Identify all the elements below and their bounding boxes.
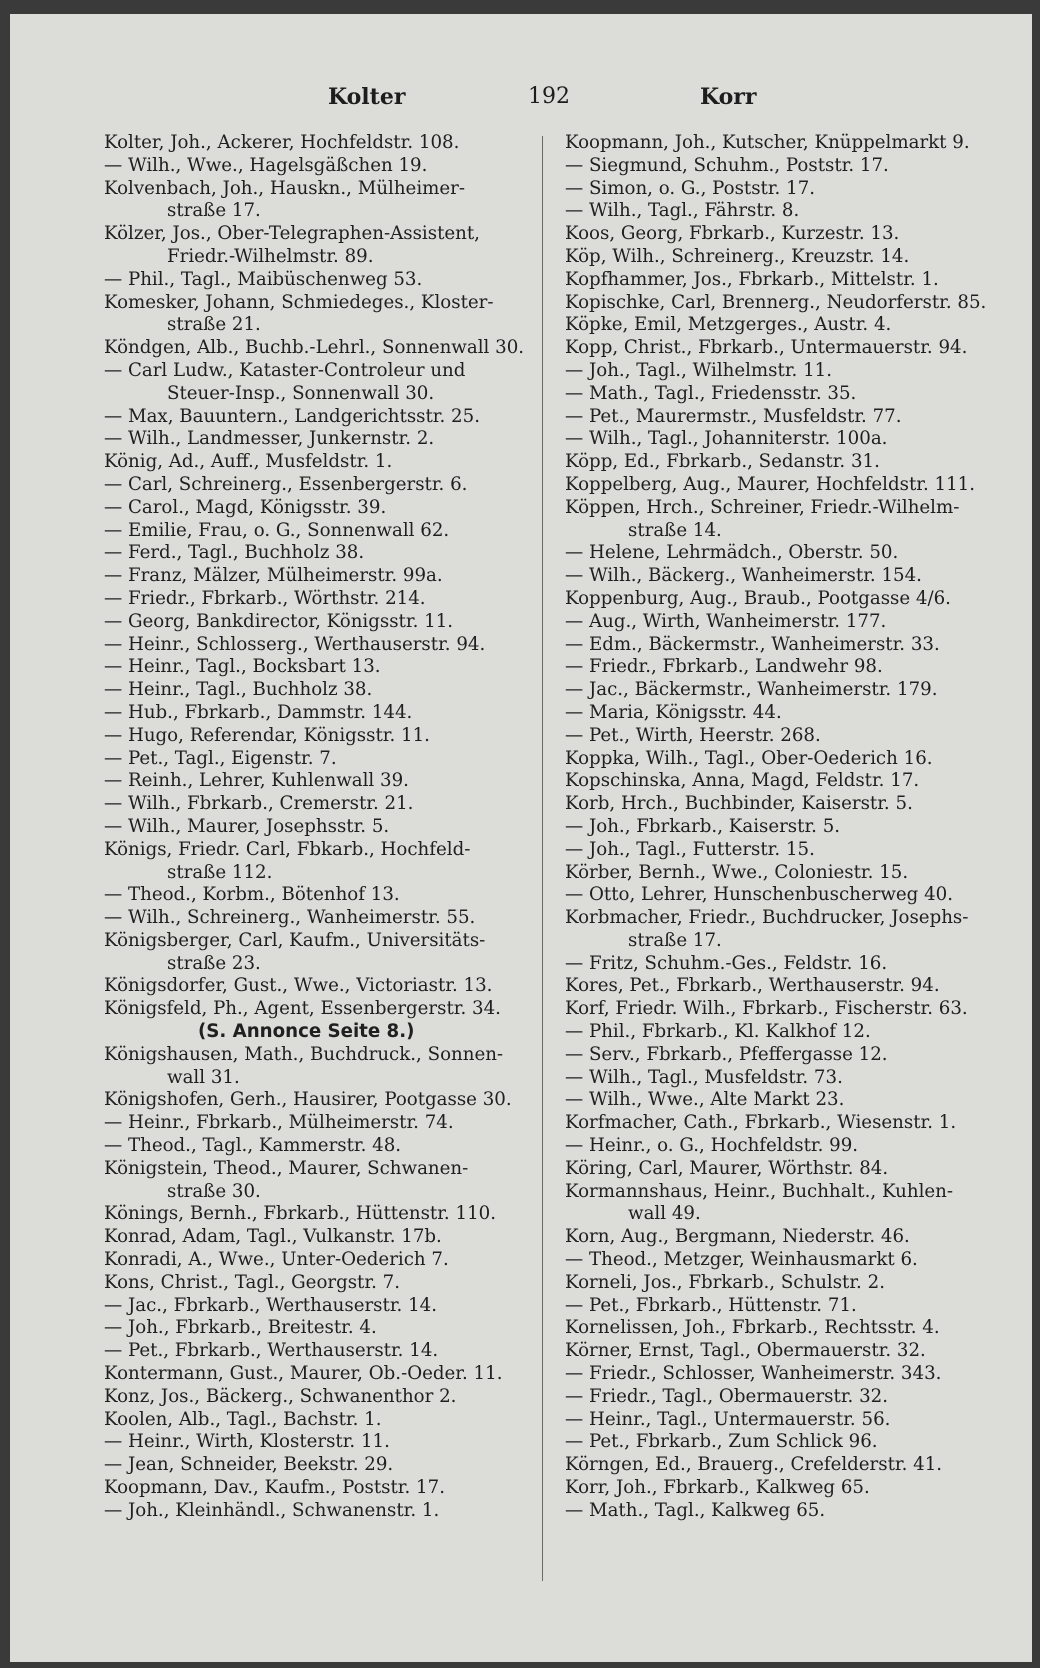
directory-entry: Königshausen, Math., Buchdruck., Sonnen- xyxy=(104,1043,504,1065)
directory-entry: Könings, Bernh., Fbrkarb., Hüttenstr. 110. xyxy=(104,1203,496,1225)
directory-entry: straße 14. xyxy=(628,519,722,541)
directory-entry: Koopmann, Dav., Kaufm., Poststr. 17. xyxy=(104,1477,445,1499)
directory-entry: — Wilh., Wwe., Alte Markt 23. xyxy=(565,1089,845,1111)
directory-entry: — Siegmund, Schuhm., Poststr. 17. xyxy=(565,154,889,176)
directory-entry: Kopfhammer, Jos., Fbrkarb., Mittelstr. 1. xyxy=(565,268,939,290)
directory-entry: straße 112. xyxy=(167,861,273,883)
directory-entry: Königs, Friedr. Carl, Fbkarb., Hochfeld- xyxy=(104,838,471,860)
directory-entry: — Jac., Fbrkarb., Werthauserstr. 14. xyxy=(104,1294,437,1316)
directory-entry: Korf, Friedr. Wilh., Fbrkarb., Fischerstr. 63. xyxy=(565,998,968,1020)
directory-entry: — Joh., Fbrkarb., Breitestr. 4. xyxy=(104,1317,377,1339)
directory-entry: Korneli, Jos., Fbrkarb., Schulstr. 2. xyxy=(565,1271,885,1293)
column-divider xyxy=(542,136,543,1581)
directory-entry: — Wilh., Landmesser, Junkernstr. 2. xyxy=(104,428,435,450)
directory-entry: Königstein, Theod., Maurer, Schwanen- xyxy=(104,1157,469,1179)
directory-entry: Korn, Aug., Bergmann, Niederstr. 46. xyxy=(565,1226,910,1248)
directory-entry: — Wilh., Bäckerg., Wanheimerstr. 154. xyxy=(565,565,922,587)
directory-entry: Konz, Jos., Bäckerg., Schwanenthor 2. xyxy=(104,1385,457,1407)
directory-entry: Köpp, Ed., Fbrkarb., Sedanstr. 31. xyxy=(565,451,880,473)
directory-entry: — Math., Tagl., Kalkweg 65. xyxy=(565,1499,826,1521)
left-column xyxy=(104,132,544,1523)
directory-entry: Kopischke, Carl, Brennerg., Neudorferstr. 85. xyxy=(565,291,987,313)
directory-entry: — Friedr., Schlosser, Wanheimerstr. 343. xyxy=(565,1363,942,1385)
directory-entry: — Hub., Fbrkarb., Dammstr. 144. xyxy=(104,701,413,723)
directory-entry: Kolvenbach, Joh., Hauskn., Mülheimer- xyxy=(104,177,465,199)
directory-entry: — Heinr., o. G., Hochfeldstr. 99. xyxy=(565,1135,859,1157)
directory-entry: — Otto, Lehrer, Hunschenbuscherweg 40. xyxy=(565,884,954,906)
directory-entry: wall 49. xyxy=(628,1203,701,1225)
annonce-note: (S. Annonce Seite 8.) xyxy=(198,1021,415,1043)
directory-entry: — Theod., Metzger, Weinhausmarkt 6. xyxy=(565,1249,918,1271)
directory-entry: — Carl, Schreinerg., Essenbergerstr. 6. xyxy=(104,473,468,495)
page-number: 192 xyxy=(528,84,570,109)
directory-entry: — Friedr., Fbrkarb., Wörthstr. 214. xyxy=(104,587,426,609)
directory-entry: Koopmann, Joh., Kutscher, Knüppelmarkt 9. xyxy=(565,132,970,153)
directory-entry: Kopp, Christ., Fbrkarb., Untermauerstr. 94. xyxy=(565,337,968,359)
directory-entry: Königshofen, Gerh., Hausirer, Pootgasse 30. xyxy=(104,1089,512,1111)
directory-entry: Korbmacher, Friedr., Buchdrucker, Josephs- xyxy=(565,907,969,929)
directory-entry: Korr, Joh., Fbrkarb., Kalkweg 65. xyxy=(565,1477,870,1499)
directory-entry: — Heinr., Tagl., Buchholz 38. xyxy=(104,679,373,701)
directory-entry: Koppenburg, Aug., Braub., Pootgasse 4/6. xyxy=(565,587,951,609)
directory-entry: Kormannshaus, Heinr., Buchhalt., Kuhlen- xyxy=(565,1180,954,1202)
directory-entry: König, Ad., Auff., Musfeldstr. 1. xyxy=(104,451,393,473)
directory-entry: — Pet., Fbrkarb., Zum Schlick 96. xyxy=(565,1431,878,1453)
directory-entry: — Reinh., Lehrer, Kuhlenwall 39. xyxy=(104,770,409,792)
directory-entry: Kontermann, Gust., Maurer, Ob.-Oeder. 11. xyxy=(104,1363,503,1385)
directory-entry: — Heinr., Wirth, Klosterstr. 11. xyxy=(104,1431,390,1453)
directory-entry: — Jean, Schneider, Beekstr. 29. xyxy=(104,1454,394,1476)
directory-entry: Köndgen, Alb., Buchb.-Lehrl., Sonnenwall 30. xyxy=(104,337,525,359)
directory-entry: — Wilh., Tagl., Johanniterstr. 100a. xyxy=(565,428,888,450)
directory-entry: — Joh., Kleinhändl., Schwanenstr. 1. xyxy=(104,1499,440,1521)
directory-entry: — Carol., Magd, Königsstr. 39. xyxy=(104,496,387,518)
directory-entry: — Phil., Fbrkarb., Kl. Kalkhof 12. xyxy=(565,1021,871,1043)
directory-entry: — Heinr., Tagl., Bocksbart 13. xyxy=(104,656,381,678)
directory-entry: Körner, Ernst, Tagl., Obermauerstr. 32. xyxy=(565,1340,926,1362)
directory-entry: — Phil., Tagl., Maibüschenweg 53. xyxy=(104,268,423,290)
directory-entry: Korfmacher, Cath., Fbrkarb., Wiesenstr. 1. xyxy=(565,1112,957,1134)
directory-entry: Köppen, Hrch., Schreiner, Friedr.-Wilhelm- xyxy=(565,496,960,518)
directory-entry: Kopschinska, Anna, Magd, Feldstr. 17. xyxy=(565,770,920,792)
directory-entry: straße 23. xyxy=(167,952,261,974)
directory-entry: Königsfeld, Ph., Agent, Essenbergerstr. 34. xyxy=(104,998,501,1020)
directory-entry: straße 17. xyxy=(628,929,722,951)
directory-entry: Kons, Christ., Tagl., Georgstr. 7. xyxy=(104,1271,400,1293)
directory-entry: — Wilh., Wwe., Hagelsgäßchen 19. xyxy=(104,154,428,176)
directory-entry: — Ferd., Tagl., Buchholz 38. xyxy=(104,542,365,564)
directory-entry: Koos, Georg, Fbrkarb., Kurzestr. 13. xyxy=(565,223,900,245)
directory-entry: Köpke, Emil, Metzgerges., Austr. 4. xyxy=(565,314,892,336)
directory-entry: straße 30. xyxy=(167,1180,261,1202)
directory-entry: — Hugo, Referendar, Königsstr. 11. xyxy=(104,724,430,746)
directory-entry: — Pet., Tagl., Eigenstr. 7. xyxy=(104,747,337,769)
directory-entry: wall 31. xyxy=(167,1066,240,1088)
header-right-keyword: Korr xyxy=(700,84,757,110)
directory-entry: straße 17. xyxy=(167,200,261,222)
directory-entry: Kölzer, Jos., Ober-Telegraphen-Assistent, xyxy=(104,223,480,245)
directory-entry: Steuer-Insp., Sonnenwall 30. xyxy=(167,382,435,404)
directory-entry: — Jac., Bäckermstr., Wanheimerstr. 179. xyxy=(565,679,938,701)
directory-entry: — Math., Tagl., Friedensstr. 35. xyxy=(565,382,857,404)
directory-entry: Königsberger, Carl, Kaufm., Universitäts- xyxy=(104,929,486,951)
directory-entry: — Wilh., Schreinerg., Wanheimerstr. 55. xyxy=(104,907,476,929)
running-header xyxy=(10,84,1032,124)
directory-entry: — Wilh., Tagl., Fährstr. 8. xyxy=(565,200,800,222)
directory-entry: Kores, Pet., Fbrkarb., Werthauserstr. 94. xyxy=(565,975,940,997)
directory-entry: Köring, Carl, Maurer, Wörthstr. 84. xyxy=(565,1157,889,1179)
directory-page xyxy=(10,14,1032,1662)
directory-entry: — Pet., Fbrkarb., Werthauserstr. 14. xyxy=(104,1340,439,1362)
directory-entry: Kornelissen, Joh., Fbrkarb., Rechtsstr. 4. xyxy=(565,1317,940,1339)
directory-entry: — Heinr., Schlosserg., Werthauserstr. 94. xyxy=(104,633,486,655)
directory-entry: — Georg, Bankdirector, Königsstr. 11. xyxy=(104,610,454,632)
directory-entry: Körber, Bernh., Wwe., Coloniestr. 15. xyxy=(565,861,909,883)
directory-entry: Körngen, Ed., Brauerg., Crefelderstr. 41. xyxy=(565,1454,943,1476)
directory-entry: — Serv., Fbrkarb., Pfeffergasse 12. xyxy=(565,1043,888,1065)
directory-entry: — Max, Bauuntern., Landgerichtsstr. 25. xyxy=(104,405,480,427)
directory-entry: Korb, Hrch., Buchbinder, Kaiserstr. 5. xyxy=(565,793,913,815)
directory-entry: Koolen, Alb., Tagl., Bachstr. 1. xyxy=(104,1408,382,1430)
right-column xyxy=(565,132,1015,1523)
directory-entry: Konradi, A., Wwe., Unter-Oederich 7. xyxy=(104,1249,449,1271)
directory-entry: — Friedr., Fbrkarb., Landwehr 98. xyxy=(565,656,883,678)
directory-entry: — Fritz, Schuhm.-Ges., Feldstr. 16. xyxy=(565,952,888,974)
directory-entry: — Carl Ludw., Kataster-Controleur und xyxy=(104,359,466,381)
header-left-keyword: Kolter xyxy=(328,84,406,110)
directory-entry: — Helene, Lehrmädch., Oberstr. 50. xyxy=(565,542,899,564)
directory-entry: — Theod., Tagl., Kammerstr. 48. xyxy=(104,1135,402,1157)
directory-entry: — Edm., Bäckermstr., Wanheimerstr. 33. xyxy=(565,633,940,655)
directory-entry: Koppka, Wilh., Tagl., Ober-Oederich 16. xyxy=(565,747,933,769)
directory-entry: Koppelberg, Aug., Maurer, Hochfeldstr. 111. xyxy=(565,473,976,495)
directory-entry: — Heinr., Tagl., Untermauerstr. 56. xyxy=(565,1408,891,1430)
directory-entry: straße 21. xyxy=(167,314,261,336)
directory-entry: — Wilh., Tagl., Musfeldstr. 73. xyxy=(565,1066,843,1088)
directory-entry: — Franz, Mälzer, Mülheimerstr. 99a. xyxy=(104,565,443,587)
directory-entry: — Simon, o. G., Poststr. 17. xyxy=(565,177,816,199)
directory-entry: — Heinr., Fbrkarb., Mülheimerstr. 74. xyxy=(104,1112,454,1134)
directory-entry: — Theod., Korbm., Bötenhof 13. xyxy=(104,884,400,906)
directory-entry: — Maria, Königsstr. 44. xyxy=(565,701,782,723)
directory-entry: — Joh., Tagl., Wilhelmstr. 11. xyxy=(565,359,833,381)
directory-entry: — Pet., Maurermstr., Musfeldstr. 77. xyxy=(565,405,902,427)
directory-entry: — Pet., Fbrkarb., Hüttenstr. 71. xyxy=(565,1294,857,1316)
directory-entry: Friedr.-Wilhelmstr. 89. xyxy=(167,245,374,267)
directory-entry: Komesker, Johann, Schmiedeges., Kloster- xyxy=(104,291,494,313)
directory-entry: Köp, Wilh., Schreinerg., Kreuzstr. 14. xyxy=(565,245,910,267)
directory-entry: — Wilh., Fbrkarb., Cremerstr. 21. xyxy=(104,793,414,815)
directory-entry: Konrad, Adam, Tagl., Vulkanstr. 17b. xyxy=(104,1226,442,1248)
directory-entry: Königsdorfer, Gust., Wwe., Victoriastr. 13. xyxy=(104,975,493,997)
directory-entry: Kolter, Joh., Ackerer, Hochfeldstr. 108. xyxy=(104,132,460,153)
directory-entry: — Emilie, Frau, o. G., Sonnenwall 62. xyxy=(104,519,450,541)
directory-entry: — Aug., Wirth, Wanheimerstr. 177. xyxy=(565,610,887,632)
directory-entry: — Joh., Tagl., Futterstr. 15. xyxy=(565,838,815,860)
directory-entry: — Joh., Fbrkarb., Kaiserstr. 5. xyxy=(565,815,841,837)
directory-entry: — Wilh., Maurer, Josephsstr. 5. xyxy=(104,815,390,837)
directory-entry: — Friedr., Tagl., Obermauerstr. 32. xyxy=(565,1385,889,1407)
directory-entry: — Pet., Wirth, Heerstr. 268. xyxy=(565,724,821,746)
